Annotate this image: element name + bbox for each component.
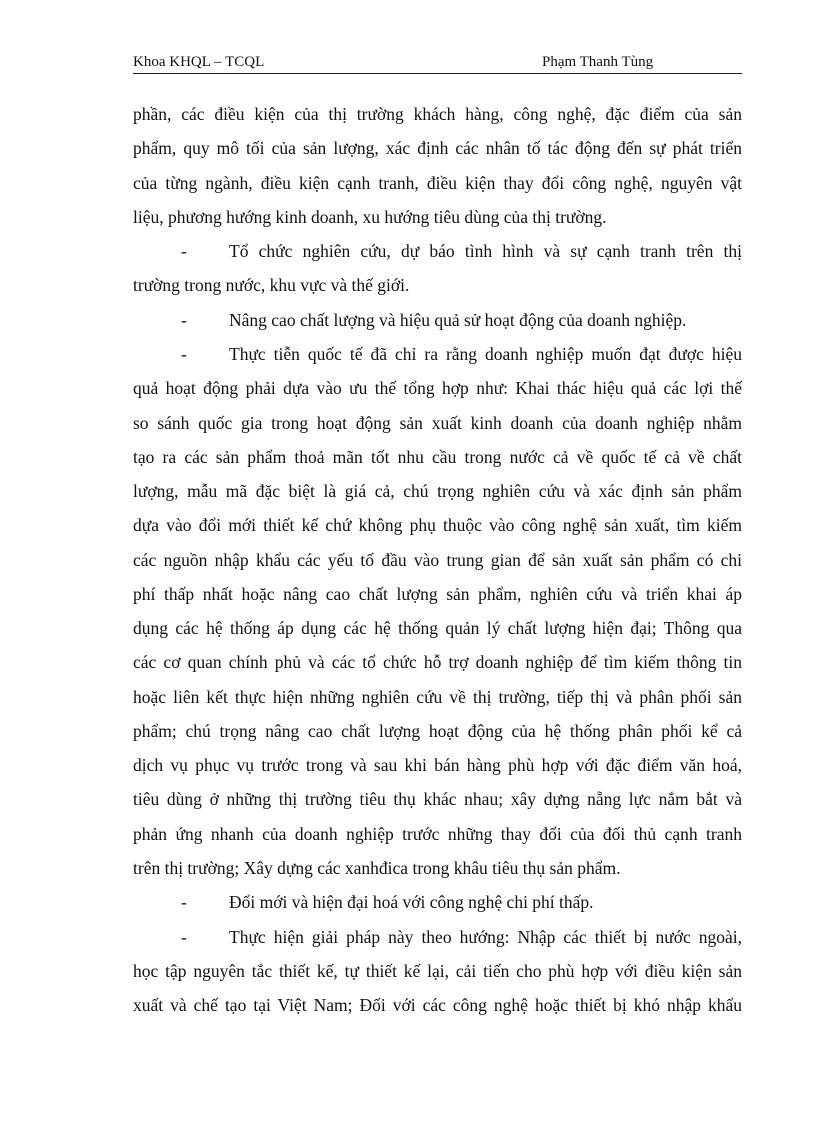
bullet-dash: - (181, 241, 187, 261)
bullet-text: Thực hiện giải pháp này theo hướng: Nhập các thiết bị nước ngoài, (229, 927, 742, 947)
body-line: so sánh quốc gia trong hoạt động sản xuất kinh doanh của doanh nghiệp nhằm (133, 413, 742, 433)
body-line: tạo ra các sản phẩm thoả mãn tốt nhu cầu trong nước cả về quốc tế cả về chất (133, 447, 742, 467)
body-line: phần, các điều kiện của thị trường khách hàng, công nghệ, đặc điểm của sản (133, 104, 742, 124)
body-line: trên thị trường; Xây dựng các xanhđica trong khâu tiêu thụ sản phẩm. (133, 858, 621, 878)
bullet-text: Thực tiễn quốc tế đã chỉ ra rằng doanh nghiệp muốn đạt được hiệu (229, 344, 742, 364)
body-line: các nguồn nhập khẩu các yếu tố đầu vào trung gian để sản xuất sản phẩm có chi (133, 550, 742, 570)
bullet-text: Nâng cao chất lượng và hiệu quả sử hoạt động của doanh nghiệp. (229, 310, 687, 330)
body-line: tiêu dùng ở những thị trường tiêu thụ khác nhau; xây dựng nẵng lực nắm bắt và (133, 789, 742, 809)
bullet-dash: - (181, 927, 187, 947)
body-line: quả hoạt động phải dựa vào ưu thế tổng hợp như: Khai thác hiệu quả các lợi thế (133, 378, 742, 398)
body-line: dựa vào đổi mới thiết kế chứ không phụ thuộc vào công nghệ sản xuất, tìm kiếm (133, 515, 742, 535)
body-line: phẩm; chú trọng nâng cao chất lượng hoạt động của hệ thống phân phối kể cả (133, 721, 742, 741)
body-line: lượng, mẫu mã đặc biệt là giá cả, chú trọng nghiên cứu và xác định sản phẩm (133, 481, 742, 501)
body-line: dụng các hệ thống áp dụng các hệ thống quản lý chất lượng hiện đại; Thông qua (133, 618, 742, 638)
bullet-dash: - (181, 344, 187, 364)
body-line: phẩm, quy mô tối của sản lượng, xác định các nhân tố tác động đến sự phát triển (133, 138, 742, 158)
body-line: trường trong nước, khu vực và thế giới. (133, 275, 410, 295)
page-header (133, 53, 742, 74)
body-line: học tập nguyên tắc thiết kế, tự thiết kế lại, cải tiến cho phù hợp với điều kiện sản (133, 961, 742, 981)
bullet-text: Đổi mới và hiện đại hoá với công nghệ chi phí thấp. (229, 892, 594, 912)
header-faculty: Khoa KHQL – TCQL (133, 54, 265, 70)
body-line: hoặc liên kết thực hiện những nghiên cứu về thị trường, tiếp thị và phân phối sản (133, 687, 742, 707)
body-line: phí thấp nhất hoặc nâng cao chất lượng sản phẩm, nghiên cứu và triển khai áp (133, 584, 742, 604)
body-line: liệu, phương hướng kinh doanh, xu hướng tiêu dùng của thị trường. (133, 207, 607, 227)
bullet-dash: - (181, 892, 187, 912)
body-line: của từng ngành, điều kiện cạnh tranh, điều kiện thay đổi công nghệ, nguyên vật (133, 173, 742, 193)
body-line: xuất và chế tạo tại Việt Nam; Đối với các công nghệ hoặc thiết bị khó nhập khẩu (133, 995, 742, 1015)
body-line: dịch vụ phục vụ trước trong và sau khi bán hàng phù hợp với đặc điểm văn hoá, (133, 755, 742, 775)
body-line: các cơ quan chính phủ và các tổ chức hỗ trợ doanh nghiệp để tìm kiếm thông tin (133, 652, 742, 672)
header-author: Phạm Thanh Tùng (542, 54, 654, 70)
bullet-text: Tổ chức nghiên cứu, dự báo tình hình và sự cạnh tranh trên thị (229, 241, 742, 261)
bullet-dash: - (181, 310, 187, 330)
body-line: phản ứng nhanh của doanh nghiệp trước những thay đổi của đối thủ cạnh tranh (133, 824, 742, 844)
